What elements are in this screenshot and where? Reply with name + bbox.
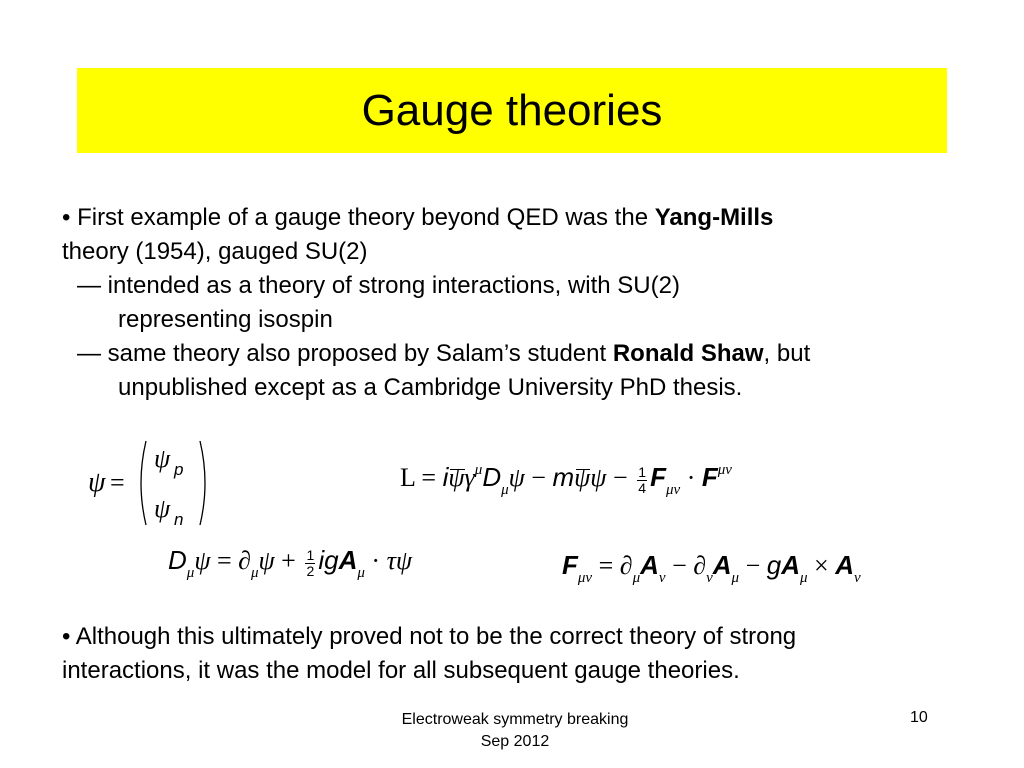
psi-lhs: ψ [88,467,106,498]
lagrangian-equation: $L = i\psi\gamma^\mu D_\mu\psi - m\psi\psi$ − $\frac{1}{4}$ $F_{\mu\nu} \cdot F^{\mu\nu}$ [400,462,732,498]
bullet1-line1: • First example of a gauge theory beyond QED was the Yang-Mills [62,204,774,231]
field-strength-equation: $F_{\mu\nu} = \partial_\mu A_\nu - \partial_\nu A_\mu - gA_\mu \times A_\nu$ [562,550,861,586]
psi-top: ψ [154,444,171,473]
footer-line2: Sep 2012 [480,733,550,750]
right-paren [200,441,205,525]
page-number: 10 [910,709,928,726]
bullet-yang-mills [62,201,810,405]
one-half-fraction: $\frac{1}{2}$ [306,546,315,579]
one-quarter-fraction: $\frac{1}{4}$ [638,463,646,496]
yang-mills-bold: Yang-Mills [654,204,774,231]
slide-title: Gauge theories [361,85,663,135]
bullet1-line2: theory (1954), gauged SU(2) [62,238,368,265]
psi-doublet-equation [88,433,218,533]
psi-bottom: ψ [154,494,171,523]
bullet1-line4: representing isospin [118,306,333,333]
bullet1-line6: unpublished except as a Cambridge University PhD thesis. [118,374,743,401]
bullet2-line2: interactions, it was the model for all subsequent gauge theories. [62,657,740,684]
equals-sign: = [110,468,125,497]
ronald-shaw-bold: Ronald Shaw [612,340,764,367]
covariant-derivative-equation: $D_\mu\psi = \partial_\mu\psi$ + $\frac{1}{2}$ igA$_\mu$ · τψ [168,545,413,581]
title-banner [77,68,947,153]
psi-top-sub: p [174,460,184,479]
bullet1-line5: — same theory also proposed by Salam’s student Ronald Shaw, but [77,340,811,367]
bullet2-line1: • Although this ultimately proved not to be the correct theory of strong [62,623,797,650]
psi-bottom-sub: n [174,510,184,529]
psi-doublet-graphic [88,433,218,533]
footer-line1: Electroweak symmetry breaking [401,711,629,728]
bullet-conclusion [62,620,796,688]
left-paren [141,441,146,525]
footer-title [360,709,670,753]
bullet1-line3: — intended as a theory of strong interactions, with SU(2) [77,272,680,299]
